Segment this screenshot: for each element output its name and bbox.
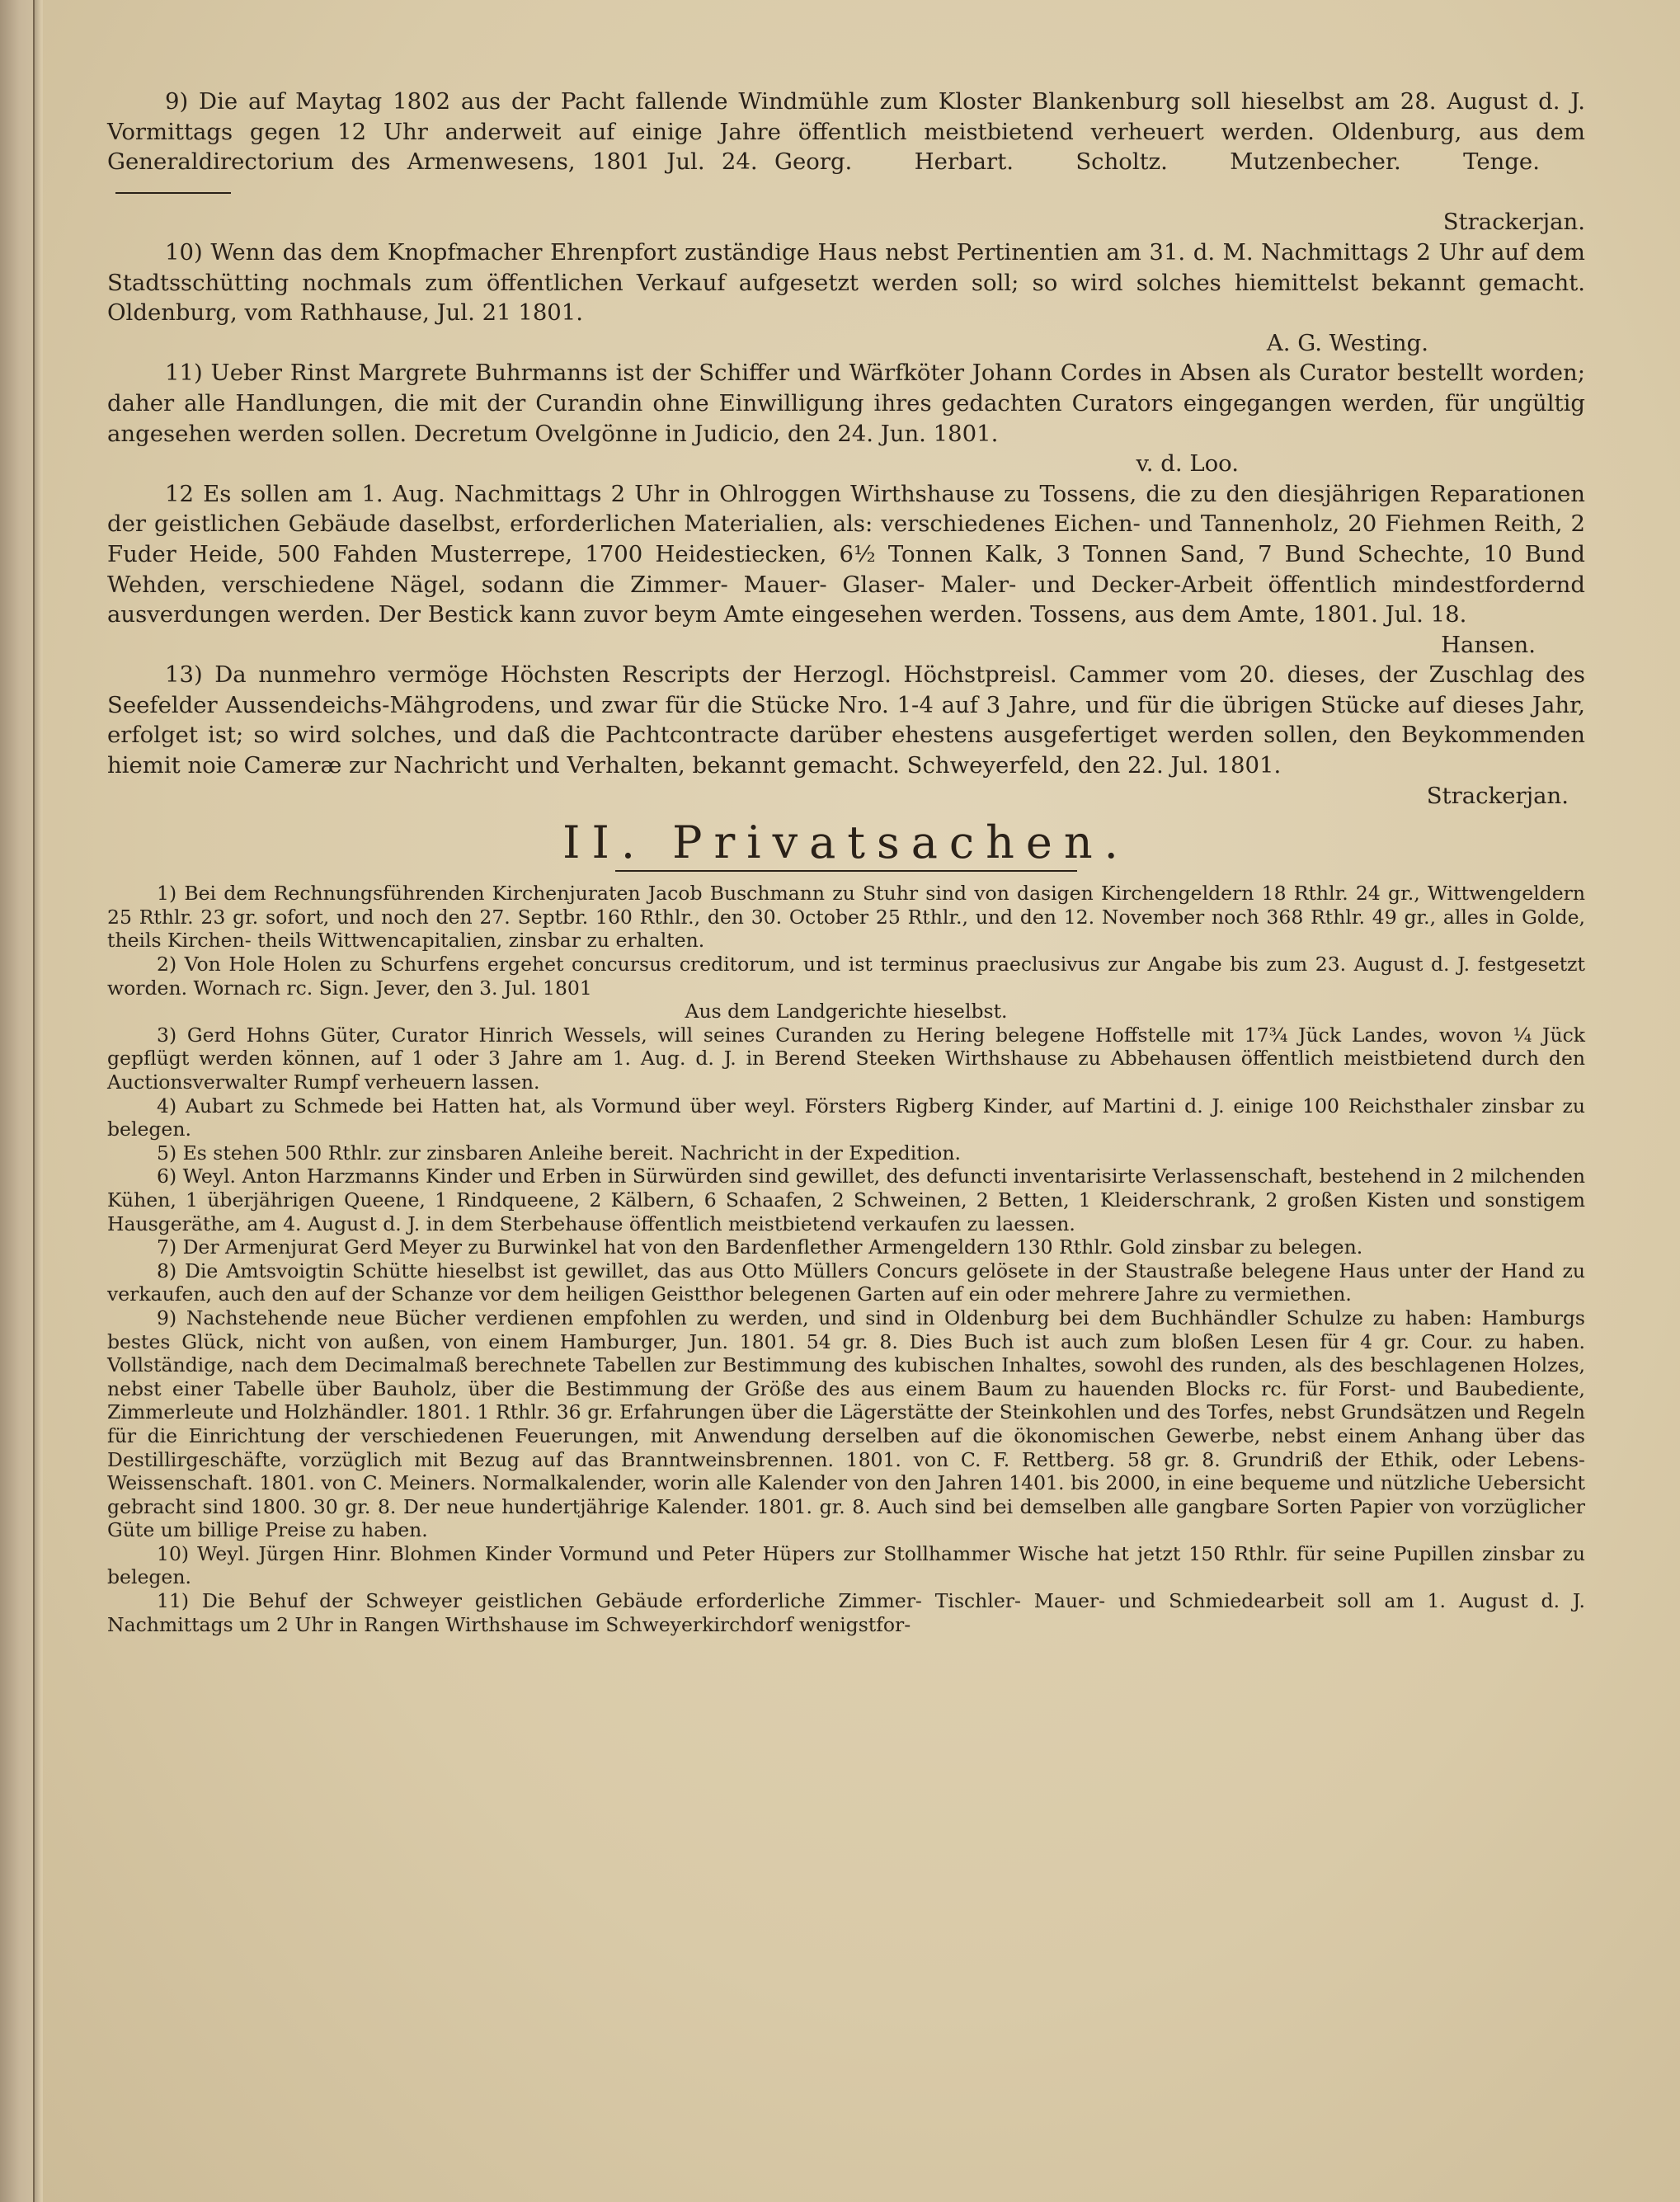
private-notice-9: 9) Nachstehende neue Bücher verdienen empfohlen zu werden, und sind in Oldenburg bei dem Buchhändler Schulze zu haben: Hamburgs bestes Glück, nicht von außen, von einem Hamburger, Jun. 1801. 54 gr. 8. Dies Buch ist auch zum bloßen Lesen für 4 gr. Cour. zu haben. Vollständige, nach dem Decimalmaß berechnete Tabellen zur Bestimmung des kubischen Inhaltes, sowohl des runden, als des beschlagenen Holzes, nebst einer Tabelle über Bauholz, über die Bestimmung der Größe des aus einem Baum zu hauenden Blocks rc. für Forst- und Baubediente, Zimmerleute und Holzhändler. 1801. 1 Rthlr. 36 gr. Erfahrungen über die Lägerstätte der Steinkohlen und des Torfes, nebst Grundsätzen und Regeln für die Einrichtung der verschiedenen Feuerungen, mit Anwendung derselben auf die ökonomischen Gewerbe, nebst einem Anhang über das Destillirgeschäfte, vorzüglich mit Bezug auf das Branntweinsbrennen. 1801. von C. F. Rettberg. 58 gr. 8. Grundriß der Ethik, oder Lebens-Weissenschaft. 1801. von C. Meiners. Normalkalender, worin alle Kalender von den Jahren 1401. bis 2000, in eine bequeme und nützliche Uebersicht gebracht sind 1800. 30 gr. 8. Der neue hundertjährige Kalender. 1801. gr. 8. Auch sind bei demselben alle gangbare Sorten Papier von vorzüglicher Güte um billige Preise zu haben. xyxy=(107,1306,1585,1542)
binding-shadow xyxy=(33,0,41,2202)
notice-12-signature: Hansen. xyxy=(1441,631,1536,658)
private-notice-7: 7) Der Armenjurat Gerd Meyer zu Burwinkel hat von den Bardenflether Armengeldern 130 Rthlr. Gold zinsbar zu belegen. xyxy=(157,1235,1363,1259)
dash-rule xyxy=(115,192,231,194)
private-notice-1: 1) Bei dem Rechnungsführenden Kirchenjuraten Jacob Buschmann zu Stuhr sind von dasigen Kirchengeldern 18 Rthlr. 24 gr., Wittwengeldern 25 Rthlr. 23 gr. sofort, und noch den 27. Septbr. 160 Rthlr., den 30. October 25 Rthlr., und den 12. November noch 368 Rthlr. 49 gr., alles in Golde, theils Kirchen- theils Wittwencapitalien, zinsbar zu erhalten. xyxy=(107,882,1585,953)
notice-9: 9) Die auf Maytag 1802 aus der Pacht fallende Windmühle zum Kloster Blankenburg soll hieselbst am 28. August d. J. Vormittags gegen 12 Uhr anderweit auf einige Jahre öffentlich meistbietend verheuert werden. Oldenburg, aus dem Generaldirectorium des Armenwesens, 1801 Jul. 24. Georg. Herbart. Scholtz. Mutzenbecher. Tenge. xyxy=(107,87,1585,207)
private-notice-10: 10) Weyl. Jürgen Hinr. Blohmen Kinder Vormund und Peter Hüpers zur Stollhammer Wische hat jetzt 150 Rthlr. für seine Pupillen zinsbar zu belegen. xyxy=(107,1541,1585,1589)
notice-13-signature: Strackerjan. xyxy=(1426,782,1569,809)
notice-12: 12 Es sollen am 1. Aug. Nachmittags 2 Uhr in Ohlroggen Wirthshause zu Tossens, die zu den diesjährigen Reparationen der geistlichen Gebäude daselbst, erforderlichen Materialien, als: verschiedenes Eichen- und Tannenholz, 20 Fiehmen Reith, 2 Fuder Heide, 500 Fahden Musterrepe, 1700 Heidestiecken, 6½ Tonnen Kalk, 3 Tonnen Sand, 7 Bund Schechte, 10 Bund Wehden, verschiedene Nägel, sodann die Zimmer- Mauer- Glaser- Maler- und Decker-Arbeit öffentlich mindestfordernd ausverdungen werden. Der Bestick kann zuvor beym Amte eingesehen werden. Tossens, aus dem Amte, 1801. Jul. 18. xyxy=(107,480,1585,628)
previous-page-edge xyxy=(0,0,35,2202)
private-notice-11: 11) Die Behuf der Schweyer geistlichen Gebäude erforderliche Zimmer- Tischler- Mauer- und Schmiedearbeit soll am 1. August d. J. Nachmittags um 2 Uhr in Rangen Wirthshause im Schweyerkirchdorf wenigstfor- xyxy=(107,1589,1585,1636)
notice-10: 10) Wenn das dem Knopfmacher Ehrenpfort zuständige Haus nebst Pertinentien am 31. d. M. Nachmittags 2 Uhr auf dem Stadtsschütting nochmals zum öffentlichen Verkauf aufgesetzt werden soll; so wird solches hiemittelst bekannt gemacht. Oldenburg, vom Rathhause, Jul. 21 1801. xyxy=(107,238,1585,327)
private-notice-2: 2) Von Hole Holen zu Schurfens ergehet concursus creditorum, und ist terminus praeclusivus zur Angabe bis zum 23. August d. J. festgesetzt worden. Wornach rc. Sign. Jever, den 3. Jul. 1801 xyxy=(107,953,1585,1000)
page-text xyxy=(107,87,1585,1636)
private-notice-5: 5) Es stehen 500 Rthlr. zur zinsbaren Anleihe bereit. Nachricht in der Expedition. xyxy=(157,1141,961,1165)
private-notice-6: 6) Weyl. Anton Harzmanns Kinder und Erben in Sürwürden sind gewillet, des defuncti inventarisirte Verlassenschaft, bestehend in 2 milchenden Kühen, 1 überjährigen Queene, 1 Rindqueene, 2 Kälbern, 6 Schaafen, 2 Schweinen, 2 Betten, 1 Kleiderschrank, 2 großen Kisten und sonstigem Hausgeräthe, am 4. August d. J. in dem Sterbehause öffentlich meistbietend verkaufen zu laessen. xyxy=(107,1165,1585,1235)
notice-11: 11) Ueber Rinst Margrete Buhrmanns ist der Schiffer und Wärfköter Johann Cordes in Absen als Curator bestellt worden; daher alle Handlungen, die mit der Curandin ohne Einwilligung ihres gedachten Curators eingegangen werden, für ungültig angesehen werden sollen. Decretum Ovelgönne in Judicio, den 24. Jun. 1801. xyxy=(107,360,1585,447)
private-notice-8: 8) Die Amtsvoigtin Schütte hieselbst ist gewillet, das aus Otto Müllers Concurs gelösete in der Staustraße belegene Haus unter der Hand zu verkaufen, auch den auf der Schanze vor dem heiligen Geistthor belegenen Garten auf ein oder mehrere Jahre zu vermiethen. xyxy=(107,1259,1585,1306)
private-notice-3: 3) Gerd Hohns Güter, Curator Hinrich Wessels, will seines Curanden zu Hering belegene Hoffstelle mit 17¾ Jück Landes, wovon ¼ Jück gepflügt werden können, auf 1 oder 3 Jahre am 1. Aug. d. J. in Berend Steeken Wirthshause zu Abbehausen öffentlich meistbietend durch den Auctionsverwalter Rumpf verheuern lassen. xyxy=(107,1023,1585,1094)
private-notices xyxy=(107,882,1585,1636)
notice-11-signature: v. d. Loo. xyxy=(1136,450,1239,478)
notice-13: 13) Da nunmehro vermöge Höchsten Rescripts der Herzogl. Höchstpreisl. Cammer vom 20. dieses, der Zuschlag des Seefelder Aussendeichs-Mähgrodens, und zwar für die Stücke Nro. 1-4 auf 3 Jahre, und für die übrigen Stücke auf dieses Jahr, erfolget ist; so wird solches, und daß die Pachtcontracte darüber ehestens ausgefertiget werden sollen, den Beykommenden hiemit noie Cameræ zur Nachricht und Verhalten, bekannt gemacht. Schweyerfeld, den 22. Jul. 1801. xyxy=(107,661,1585,779)
section-heading: II. Privatsachen. xyxy=(107,819,1585,872)
notice-9-signature: Strackerjan. xyxy=(1442,209,1585,236)
notice-10-signature: A. G. Westing. xyxy=(1266,329,1428,356)
private-notice-2-issuer: Aus dem Landgerichte hieselbst. xyxy=(685,1000,1008,1023)
newspaper-page xyxy=(43,0,1680,2202)
notice-9-signatures: Georg. Herbart. Scholtz. Mutzenbecher. Tenge. xyxy=(774,148,1540,176)
private-notice-4: 4) Aubart zu Schmede bei Hatten hat, als Vormund über weyl. Försters Rigberg Kinder, auf Martini d. J. einige 100 Reichsthaler zinsbar zu belegen. xyxy=(107,1094,1585,1141)
heading-rule xyxy=(615,870,1077,872)
